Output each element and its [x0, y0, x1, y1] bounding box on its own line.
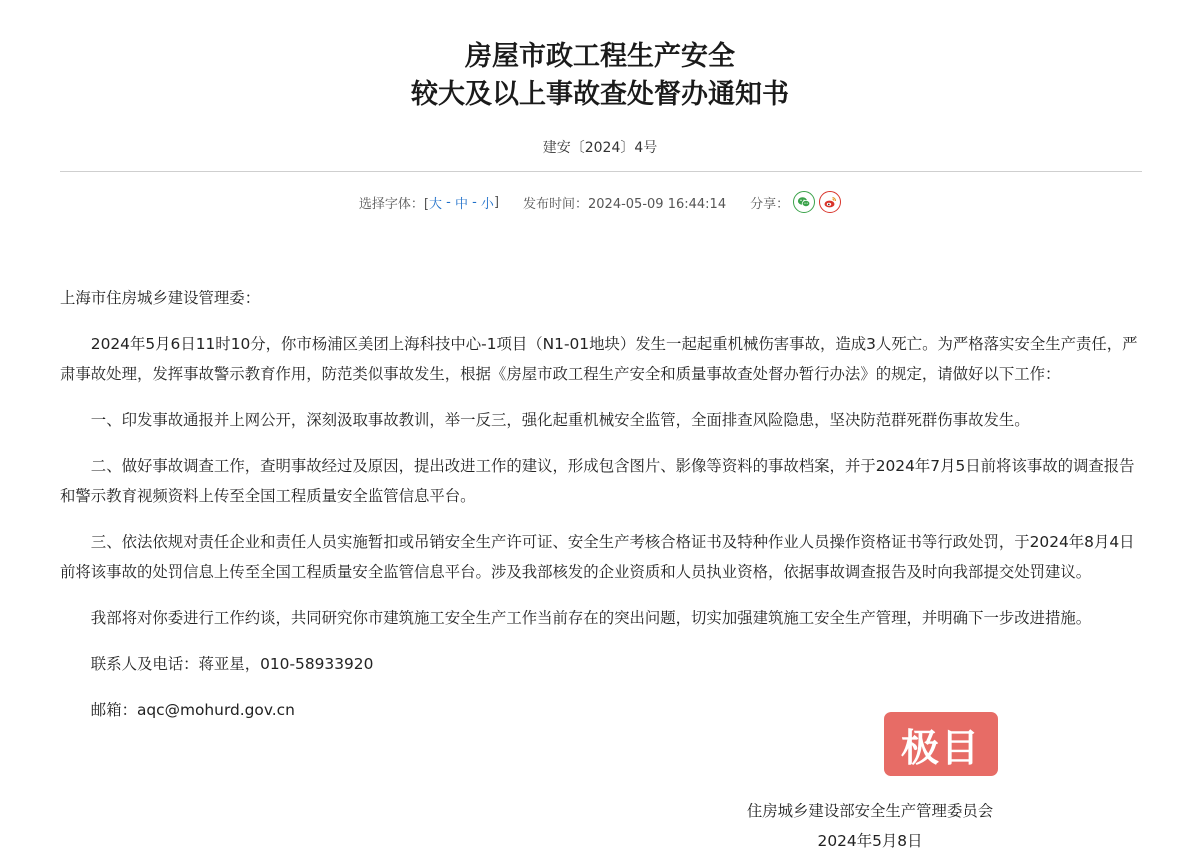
publish-time: 发布时间：2024-05-09 16:44:14 [523, 196, 727, 212]
contact-info: 联系人及电话：蒋亚星，010-58933920 [90, 655, 374, 673]
document-title [0, 38, 1200, 114]
header-divider [60, 171, 1142, 172]
paragraph-intro: 2024年5月6日11时10分，你市杨浦区美团上海科技中心-1项目（N1-01地块）发生一起起重机械伤害事故，造成3人死亡。为严格落实安全生产责任，严肃事故处理，发挥事故警示教育作用，防范类似事故发生，根据《房屋市政工程生产安全和质量事故查处督办暂行办法》的规定，请做好以下工作： [60, 335, 1138, 383]
watermark-text: 极目 [900, 724, 981, 770]
wechat-icon[interactable] [793, 191, 815, 213]
paragraph-item-2: 二、做好事故调查工作，查明事故经过及原因，提出改进工作的建议，形成包含图片、影像等资料的事故档案，并于2024年7月5日前将该事故的调查报告和警示教育视频资料上传至全国工程质量安全监管信息平台。 [60, 457, 1135, 505]
title-line-1: 房屋市政工程生产安全 [465, 41, 735, 72]
signing-organization: 住房城乡建设部安全生产管理委员会 [746, 802, 994, 820]
signature-block [720, 796, 1020, 856]
salutation: 上海市住房城乡建设管理委： [60, 289, 261, 307]
document-number: 建安〔2024〕4号 [542, 140, 658, 156]
paragraph-item-3: 三、依法依规对责任企业和责任人员实施暂扣或吊销安全生产许可证、安全生产考核合格证书及特种作业人员操作资格证书等行政处罚，于2024年8月4日前将该事故的处罚信息上传至全国工程质量安全监管信息平台。涉及我部核发的企业资质和人员执业资格，依据事故调查报告及时向我部提交处罚建议。 [60, 533, 1135, 581]
font-size-close: ] [493, 194, 500, 210]
jimu-watermark-logo [884, 712, 998, 776]
document-body [60, 283, 1142, 741]
font-dash-2: - [467, 194, 481, 210]
meta-bar [0, 190, 1200, 214]
share-label: 分享： [750, 196, 790, 212]
title-line-2: 较大及以上事故查处督办通知书 [411, 79, 789, 110]
font-medium-link[interactable]: 中 [454, 196, 468, 212]
font-small-link[interactable]: 小 [480, 196, 494, 212]
paragraph-closing: 我部将对你委进行工作约谈，共同研究你市建筑施工安全生产工作当前存在的突出问题，切实加强建筑施工安全生产管理，并明确下一步改进措施。 [90, 609, 1092, 627]
weibo-icon[interactable] [819, 191, 841, 213]
font-size-label: 选择字体：[ [358, 196, 429, 212]
paragraph-item-1: 一、印发事故通报并上网公开，深刻汲取事故教训，举一反三，强化起重机械安全监管，全面排查风险隐患，坚决防范群死群伤事故发生。 [90, 411, 1030, 429]
font-dash-1: - [441, 194, 455, 210]
signing-date: 2024年5月8日 [817, 832, 923, 850]
font-large-link[interactable]: 大 [428, 196, 442, 212]
email-info: 邮箱：aqc@mohurd.gov.cn [90, 701, 295, 719]
